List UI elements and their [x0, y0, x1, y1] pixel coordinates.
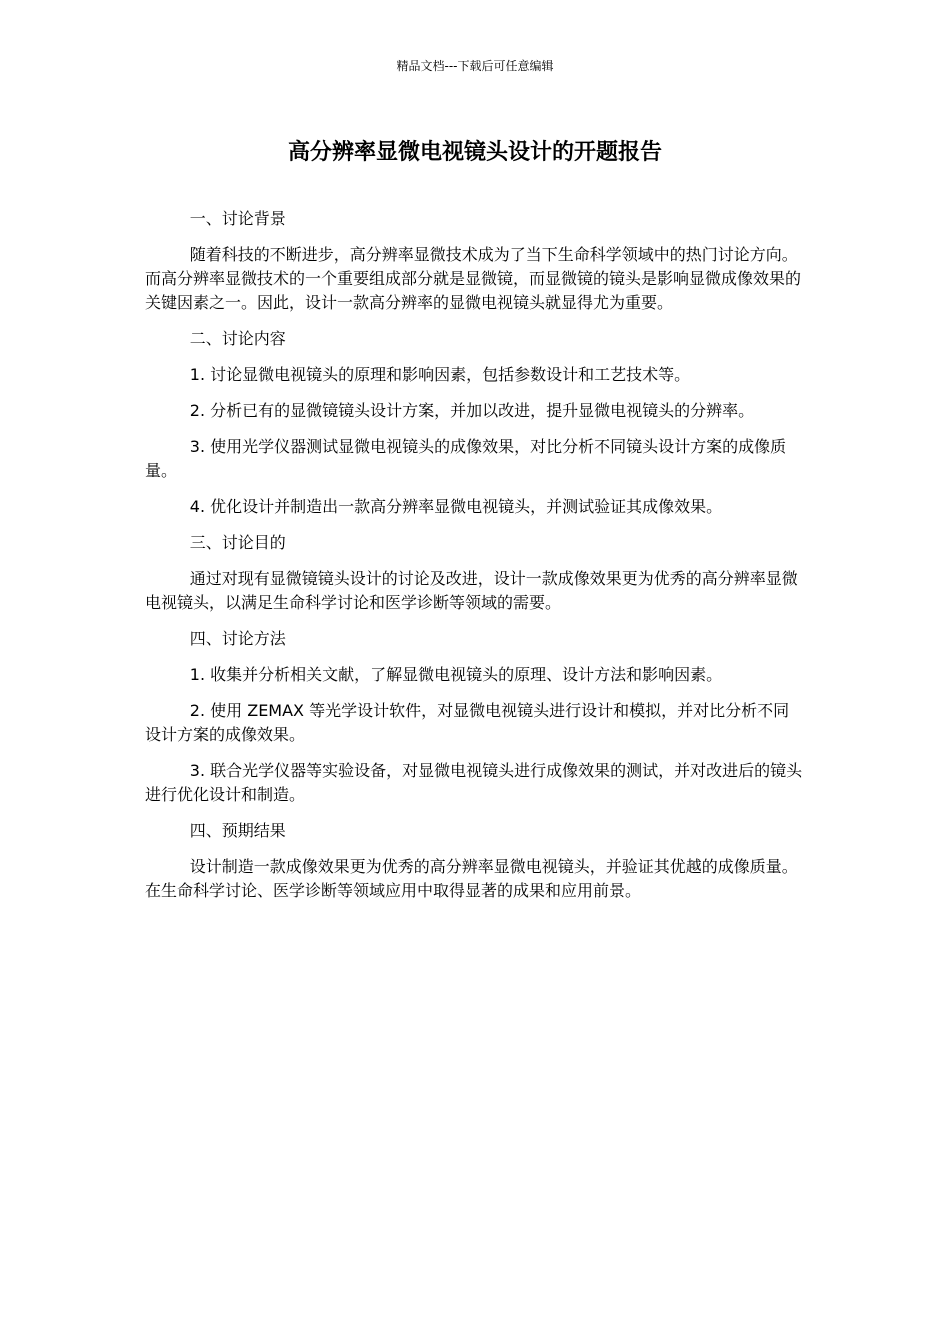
list-item: 4. 优化设计并制造出一款高分辨率显微电视镜头，并测试验证其成像效果。 — [189, 497, 723, 516]
paragraph: 设计制造一款成像效果更为优秀的高分辨率显微电视镜头，并验证其优越的成像质量。在生命科学讨论、医学诊断等领域应用中取得显著的成果和应用前景。 — [145, 857, 798, 900]
list-item: 2. 使用 ZEMAX 等光学设计软件，对显微电视镜头进行设计和模拟，并对比分析不同设计方案的成像效果。 — [145, 701, 790, 744]
list-item: 1. 讨论显微电视镜头的原理和影响因素，包括参数设计和工艺技术等。 — [189, 365, 691, 384]
section-heading-background: 一、讨论背景 — [189, 209, 286, 228]
section-heading-purpose: 三、讨论目的 — [189, 533, 286, 552]
section-heading-method: 四、讨论方法 — [189, 629, 286, 648]
list-item: 2. 分析已有的显微镜镜头设计方案，并加以改进，提升显微电视镜头的分辨率。 — [189, 401, 755, 420]
list-item: 3. 联合光学仪器等实验设备，对显微电视镜头进行成像效果的测试，并对改进后的镜头进行优化设计和制造。 — [145, 761, 803, 804]
list-item: 3. 使用光学仪器测试显微电视镜头的成像效果，对比分析不同镜头设计方案的成像质量。 — [145, 437, 787, 480]
paragraph: 随着科技的不断进步，高分辨率显微技术成为了当下生命科学领域中的热门讨论方向。而高分辨率显微技术的一个重要组成部分就是显微镜，而显微镜的镜头是影响显微成像效果的关键因素之一。因此，设计一款高分辨率的显微电视镜头就显得尤为重要。 — [145, 245, 802, 312]
list-item: 1. 收集并分析相关文献，了解显微电视镜头的原理、设计方法和影响因素。 — [189, 665, 723, 684]
section-heading-expected-results: 四、预期结果 — [189, 821, 286, 840]
document-title: 高分辨率显微电视镜头设计的开题报告 — [287, 140, 662, 165]
page-header: 精品文档---下载后可任意编辑 — [396, 59, 554, 73]
document-body — [145, 207, 805, 915]
paragraph: 通过对现有显微镜镜头设计的讨论及改进，设计一款成像效果更为优秀的高分辨率显微电视镜头，以满足生命科学讨论和医学诊断等领域的需要。 — [145, 569, 798, 612]
section-heading-content: 二、讨论内容 — [189, 329, 286, 348]
